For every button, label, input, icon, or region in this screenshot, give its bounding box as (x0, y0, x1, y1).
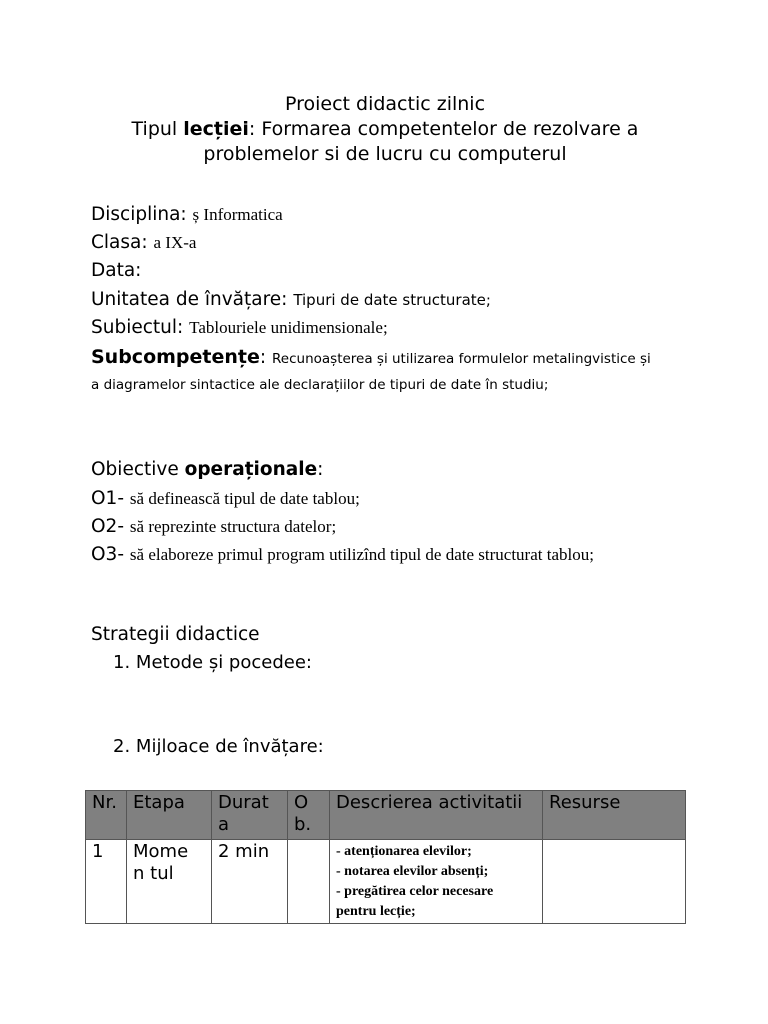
header-etapa: Etapa (127, 791, 212, 840)
table-row (86, 840, 686, 924)
header-nr: Nr. (86, 791, 127, 840)
desc-line-3: - pregătirea celor necesare pentru lecție; (336, 884, 494, 919)
header-descrierea: Descrierea activitatii (330, 791, 543, 840)
title-line-2: Tipul lecției: Formarea competentelor de rezolvare a (131, 118, 639, 140)
field-subiectul: Subiectul: Tablouriele unidimensionale; (91, 317, 388, 338)
document-title (90, 92, 680, 167)
field-data: Data: (91, 260, 142, 281)
cell-durata: 2 min (212, 840, 288, 924)
field-clasa: Clasa: a IX-a (91, 232, 197, 253)
cell-resurse (543, 840, 686, 924)
desc-line-1: - atenționarea elevilor; (336, 844, 472, 859)
cell-nr: 1 (86, 840, 127, 924)
objectives-heading: Obiective operaționale: (91, 459, 324, 480)
lesson-table (85, 790, 686, 924)
cell-descrierea (330, 840, 543, 924)
strategies-heading: Strategii didactice (91, 624, 260, 645)
header-durata: Durat a (212, 791, 288, 840)
subcompetente: Subcompetențe: Recunoașterea și utilizarea formulelor metalingvistice și a diagramelor sintactice ale declarațiilor de tipuri de date în studiu; (91, 346, 651, 393)
objective-o3: O3- să elaboreze primul program utilizînd tipul de date structurat tablou; (91, 544, 594, 565)
desc-line-2: - notarea elevilor absenți; (336, 864, 489, 879)
header-resurse: Resurse (543, 791, 686, 840)
strategy-item-1: 1. Metode și pocedee: (113, 652, 312, 673)
title-line-3: problemelor si de lucru cu computerul (203, 143, 567, 165)
cell-etapa: Mome n tul (127, 840, 212, 924)
cell-ob (288, 840, 330, 924)
title-line-1: Proiect didactic zilnic (284, 93, 486, 115)
table-header-row (86, 791, 686, 840)
field-disciplina: Disciplina: ș Informatica (91, 204, 283, 225)
field-unitatea: Unitatea de învățare: Tipuri de date structurate; (91, 289, 491, 310)
header-ob: O b. (288, 791, 330, 840)
objective-o2: O2- să reprezinte structura datelor; (91, 516, 337, 537)
objective-o1: O1- să definească tipul de date tablou; (91, 488, 360, 509)
strategy-item-2: 2. Mijloace de învățare: (113, 736, 324, 757)
